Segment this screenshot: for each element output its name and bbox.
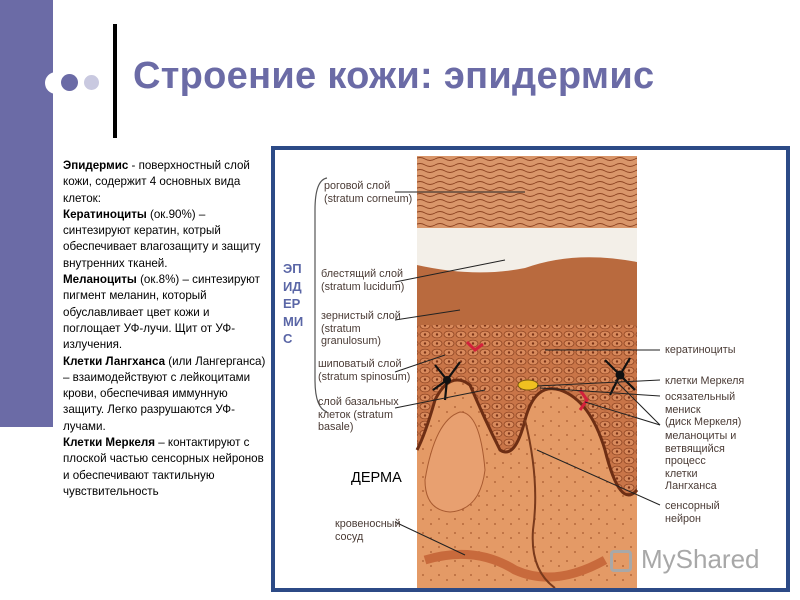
cell-term: Кератиноциты xyxy=(63,207,147,221)
intro-text: - поверхностный слой кожи, содержит 4 основных вида клеток: xyxy=(63,159,250,205)
label-line: роговой слой xyxy=(324,180,391,192)
label-basale xyxy=(318,396,399,434)
cell-term: Меланоциты xyxy=(63,273,137,287)
label-line: сосуд xyxy=(335,530,364,543)
dermis-label: ДЕРМА xyxy=(351,470,402,486)
label-line: нейрон xyxy=(665,512,701,525)
label-line: Лангханса xyxy=(665,480,717,492)
cell-term: Клетки Лангханса xyxy=(63,354,166,368)
label-line: (stratum corneum) xyxy=(324,192,413,205)
label-line: ветвящийся xyxy=(665,442,725,455)
label-line: блестящий слой xyxy=(321,268,403,280)
label-granulosum xyxy=(321,310,401,348)
left-accent-band xyxy=(0,0,53,427)
label-line: меланоциты и xyxy=(665,430,737,442)
label-line: шиповатый слой xyxy=(318,358,402,370)
label-line: кровеносный xyxy=(335,518,401,530)
label-line: сенсорный xyxy=(665,500,720,512)
label-blood-vessel xyxy=(335,518,400,543)
label-line: granulosum) xyxy=(321,335,382,347)
label-lucidum xyxy=(321,268,404,293)
epidermis-label-line: ЕР xyxy=(283,296,301,311)
label-line: (stratum spinosum) xyxy=(318,370,411,383)
epidermis-label-line: МИ xyxy=(283,313,304,329)
epidermis-label-line: С xyxy=(283,331,293,346)
cell-paragraph xyxy=(63,207,268,272)
label-line: мениск xyxy=(665,403,701,416)
label-merkel-cells xyxy=(665,375,744,388)
label-melanocytes-langerhans xyxy=(665,430,736,493)
slide-title: Строение кожи: эпидермис xyxy=(133,55,655,97)
label-line: клеток (stratum xyxy=(318,408,393,421)
label-keratinocytes xyxy=(665,344,736,357)
label-merkel-disc xyxy=(665,391,741,429)
decor-dot-icon xyxy=(61,74,78,91)
cell-term: Клетки Меркеля xyxy=(63,436,155,450)
intro-term: Эпидермис xyxy=(63,159,129,172)
label-line: (stratum lucidum) xyxy=(321,280,405,293)
cell-text: – контактируют с плоской частью сенсорных нейронов и обеспечивают тактильную чувствительность xyxy=(63,436,264,498)
label-line: клетки xyxy=(665,467,698,480)
label-line: слой базальных xyxy=(318,396,399,408)
title-divider xyxy=(113,24,117,138)
label-line: клетки Меркеля xyxy=(665,375,745,387)
cell-text: (ок.8%) – синтезируют пигмент меланин, который обуславливает цвет кожи и поглощает УФ-лучи. Щит от УФ-излучения. xyxy=(63,273,260,352)
cell-text: (ок.90%) – синтезируют кератин, котрый обеспечивает влагозащиту и защиту внутренних тканей. xyxy=(63,207,261,270)
label-line: (диск Меркеля) xyxy=(665,416,742,428)
label-line: кератиноциты xyxy=(665,344,736,356)
cell-text: (или Лангерганса) – взаимодействуют с лейкоцитами крови, обеспечивая иммунную защиту. Легко разрушаются УФ-лучами. xyxy=(63,354,266,433)
epidermis-label-line: ИД xyxy=(283,278,302,294)
epidermis-label xyxy=(283,260,313,348)
label-line: зернистый слой xyxy=(321,310,401,322)
epidermis-label-line: ЭП xyxy=(283,261,302,276)
cell-paragraph xyxy=(63,272,268,353)
merkel-cell xyxy=(518,380,538,390)
label-line: basale) xyxy=(318,421,354,433)
watermark xyxy=(613,544,760,575)
label-line: (stratum xyxy=(321,322,361,335)
label-line: процесс xyxy=(665,455,706,467)
cell-paragraph xyxy=(63,354,268,435)
label-line: осязательный xyxy=(665,391,736,403)
decor-dot-icon xyxy=(84,75,99,90)
label-sensory-neuron xyxy=(665,500,720,525)
label-corneum xyxy=(324,180,412,205)
label-spinosum xyxy=(318,358,410,383)
skin-diagram xyxy=(271,146,790,592)
cell-paragraph xyxy=(63,435,268,500)
watermark-text: MyShared xyxy=(641,544,760,574)
intro-paragraph xyxy=(63,158,268,207)
description-text xyxy=(63,158,268,500)
